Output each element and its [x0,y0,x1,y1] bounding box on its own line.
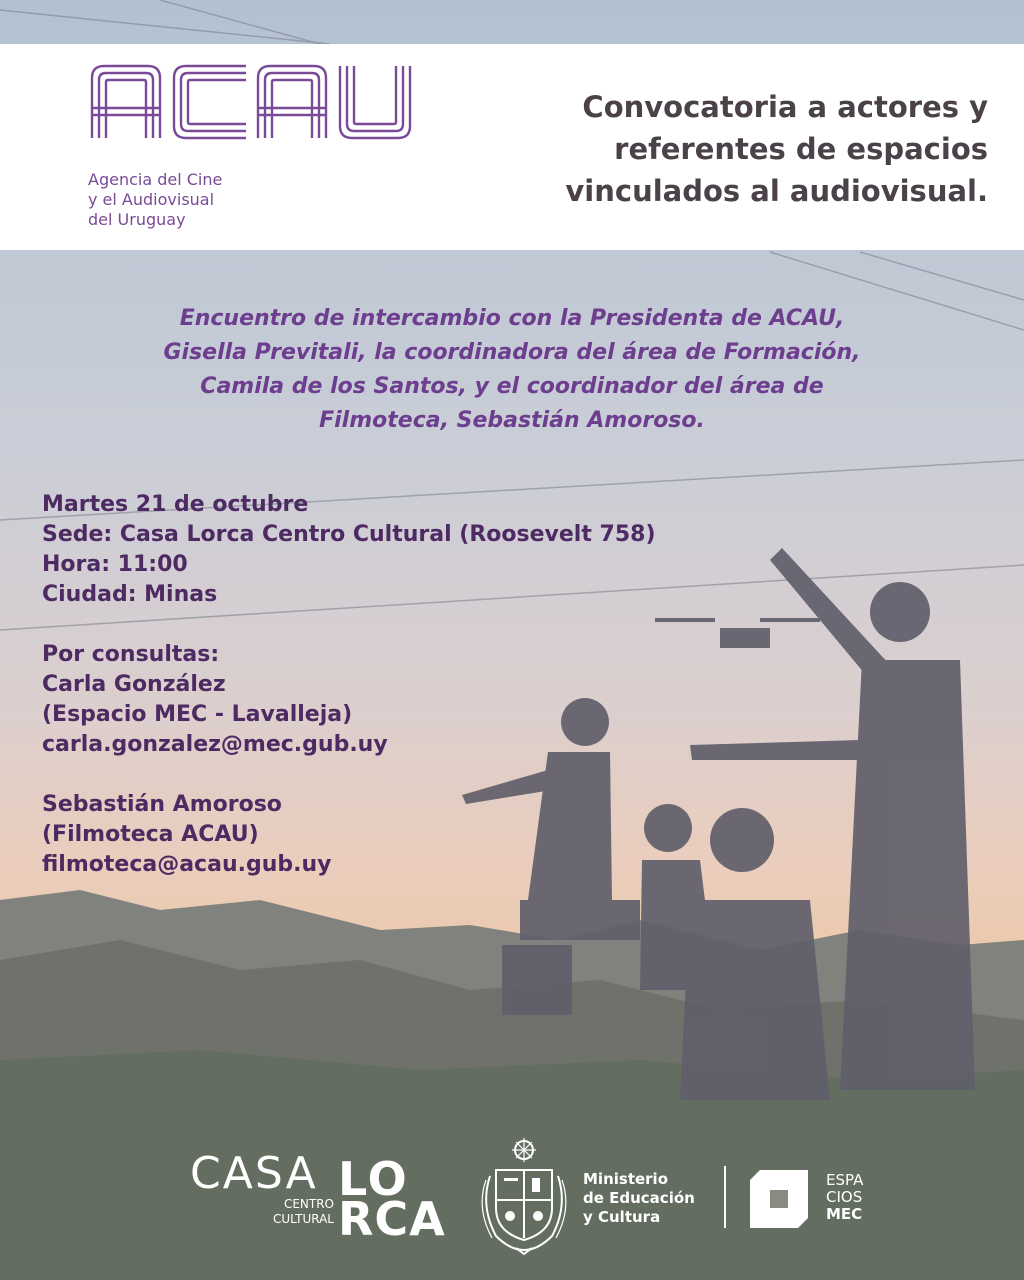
espacios-line: MEC [826,1205,863,1223]
acau-subtitle-line: Agencia del Cine [88,170,223,189]
contact2-name: Sebastián Amoroso [42,792,282,817]
intro-line: Gisella Previtali, la coordinadora del área de Formación, [163,340,861,365]
contact2-org: (Filmoteca ACAU) [42,822,259,847]
ministerio-line: de Educación [583,1189,695,1207]
acau-subtitle-line: y el Audiovisual [88,190,215,209]
casa-lorca-lo-text: LO [338,1152,409,1206]
contacts-heading: Por consultas: [42,642,220,667]
casa-lorca-centro-cultural [256,1197,334,1227]
event-details [42,490,802,880]
headline-line: Convocatoria a actores y [582,90,988,124]
intro-line: Encuentro de intercambio con la Presidenta de ACAU, [179,306,845,331]
centro-line: CULTURAL [272,1212,334,1226]
event-date: Martes 21 de octubre [42,492,309,517]
ministerio-line: Ministerio [583,1170,669,1188]
centro-line: CENTRO [283,1197,334,1211]
ministerio-text [583,1170,695,1227]
espacios-line: CIOS [826,1188,863,1206]
uruguay-crest-icon [476,1136,572,1256]
intro-line: Filmoteca, Sebastián Amoroso. [319,408,705,433]
footer-divider [724,1166,726,1228]
acau-logo-icon [88,62,418,140]
contact1-email[interactable]: carla.gonzalez@mec.gub.uy [42,732,388,757]
headline-line: referentes de espacios [614,132,988,166]
event-city: Ciudad: Minas [42,582,218,607]
ministerio-line: y Cultura [583,1208,661,1226]
intro-line: Camila de los Santos, y el coordinador del área de [200,374,824,399]
espacios-mec-logo-icon [750,1170,808,1228]
acau-subtitle-line: del Uruguay [88,210,186,229]
acau-subtitle [88,170,308,230]
headline-line: vinculados al audiovisual. [565,174,988,208]
espacios-mec-text [826,1172,863,1223]
event-venue: Sede: Casa Lorca Centro Cultural (Roosevelt 758) [42,522,656,547]
casa-lorca-rca-text: RCA [338,1192,446,1246]
espacios-line: ESPA [826,1171,864,1189]
event-time: Hora: 11:00 [42,552,188,577]
intro-paragraph [62,302,962,438]
casa-lorca-casa-text: CASA [190,1148,318,1199]
contact2-email[interactable]: filmoteca@acau.gub.uy [42,852,332,877]
contact1-name: Carla González [42,672,226,697]
headline [468,86,988,212]
contact1-org: (Espacio MEC - Lavalleja) [42,702,353,727]
